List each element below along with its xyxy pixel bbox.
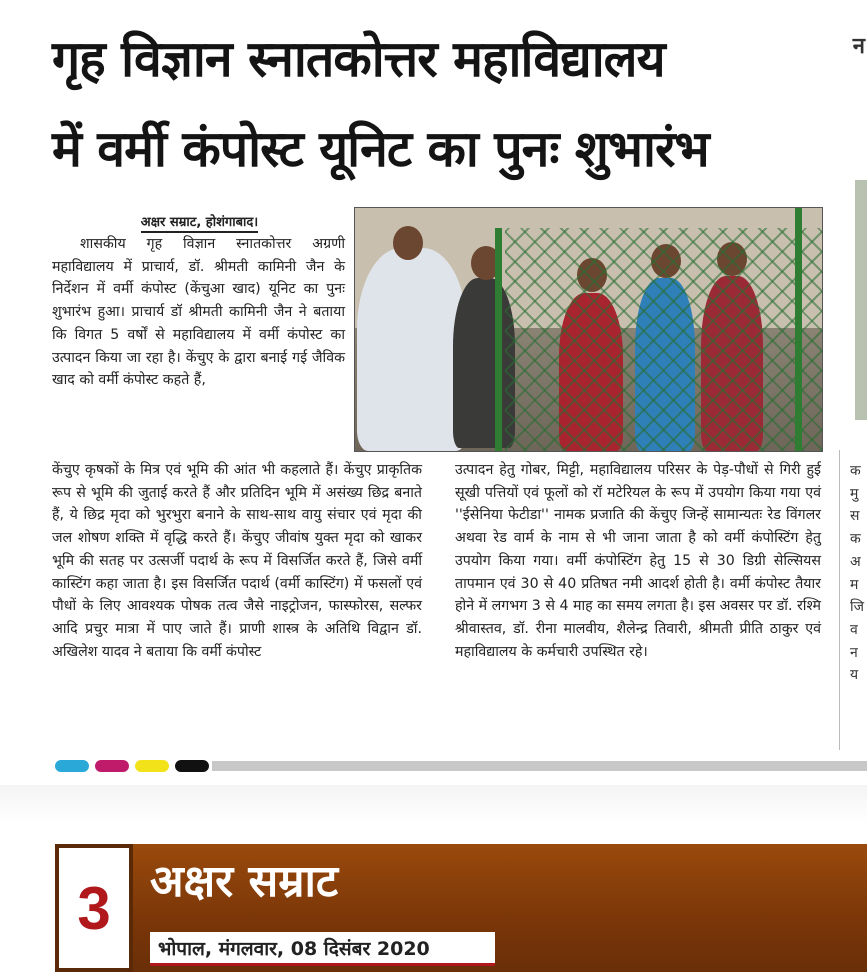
registration-mark-black xyxy=(175,760,209,772)
newspaper-name: अक्षर सम्राट xyxy=(150,856,339,907)
photo-wire-mesh xyxy=(505,228,822,451)
headline-line-2: में वर्मी कंपोस्ट यूनिट का पुनः शुभारंभ xyxy=(52,120,709,178)
article-column-1-bottom: केंचुए कृषकों के मित्र एवं भूमि की आंत भी कहलाते हैं। केंचुए प्राकृतिक रूप से भूमि की जुताई करते हैं और प्रतिदिन भूमि में असंख्य छिद्र बनाते हैं, ये छिद्र मृदा को भुरभुरा बनाने के साथ-साथ वायु संचार एवं मृदा की जल शोषण शक्ति में वृद्धि करते हैं। केंचुए जीवांष युक्त मृदा को खाकर भूमि की सतह पर उत्सर्जी पदार्थ के रूप में विसर्जित करते हैं, जिसे वर्मी कास्टिंग कहा जाता है। इस विसर्जित पदार्थ (वर्मी कास्टिंग) में फसलों एवं पौधों के लिए आवश्यक पोषक तत्व जैसे नाइट्रोजन, फास्फोरस, सल्फर आदि प्रचुर मात्रा में पाए जाते हैं। प्राणी शास्त्र के अतिथि विद्वान डॉ. अखिलेश यादव ने बताया कि वर्मी कंपोस्ट xyxy=(52,462,422,660)
adjacent-fragment: अ xyxy=(850,553,861,570)
byline-text: अक्षर सम्राट, होशंगाबाद। xyxy=(141,215,258,233)
registration-mark-cyan xyxy=(55,760,89,772)
adjacent-edge-char: न xyxy=(852,34,865,59)
dateline: भोपाल, मंगलवार, 08 दिसंबर 2020 xyxy=(150,932,495,966)
byline xyxy=(52,212,347,230)
adjacent-fragment: मु xyxy=(850,485,859,502)
adjacent-fragment: व xyxy=(850,621,858,638)
registration-mark-magenta xyxy=(95,760,129,772)
headline-line-1: गृह विज्ञान स्नातकोत्तर महाविद्यालय xyxy=(52,30,665,88)
article-column-2: उत्पादन हेतु गोबर, मिट्टी, महाविद्यालय परिसर के पेड़-पौधों से गिरी हुई सूखी पत्तियों एवं फूलों को रॉ मटेरियल के रूप में उपयोग किया गया एवं ''ईसेनिया फेटीडा'' नामक प्रजाति की केंचुए जिन्हें सामान्यतः रेड विंगलर अथवा रेड वार्म के नाम से भी जाना जाता है को वर्मी कंपोस्टिंग हेतु उपयोग किया गया। वर्मी कंपोस्टिंग हेतु 15 से 30 डिग्री सेल्सियस तापमान एवं 30 से 40 प्रतिषत नमी आदर्श होती है। वर्मी कंपोस्ट तैयार होने में लगभग 3 से 4 माह का समय लगता है। इस अवसर पर डॉ. रश्मि श्रीवास्तव, डॉ. रीना मालवीय, शैलेन्द्र तिवारी, श्रीमती प्रीति ठाकुर एवं महाविद्यालय के कर्मचारी उपस्थित रहे। xyxy=(455,462,821,660)
article-column-1-top: शासकीय गृह विज्ञान स्नातकोत्तर अग्रणी महाविद्यालय में प्राचार्य, डॉ. श्रीमती कामिनी जैन के निर्देशन में वर्मी कंपोस्ट (केंचुआ खाद) यूनिट का पुनः शुभारंभ हुआ। प्राचार्य डॉ श्रीमती कामिनी जैन ने बताया कि विगत 5 वर्षों से महाविद्यालय में वर्मी कंपोस्ट का उत्पादन किया जा रहा है। केंचुए के द्वारा बनाई गई जैविक खाद को वर्मी कंपोस्ट कहते हैं, xyxy=(52,236,345,389)
photo-pole xyxy=(795,208,802,451)
adjacent-fragment: जि xyxy=(850,599,865,616)
adjacent-fragment: न xyxy=(850,644,858,661)
article-photo xyxy=(354,207,823,452)
adjacent-fragment: क xyxy=(850,531,861,548)
page-fold-shadow xyxy=(0,785,867,825)
adjacent-fragment: य xyxy=(850,667,859,684)
adjacent-photo-edge xyxy=(855,180,867,420)
photo-person-man xyxy=(357,248,467,451)
column-divider xyxy=(839,450,840,750)
adjacent-fragment: म xyxy=(850,576,859,593)
page-number: 3 xyxy=(55,844,133,972)
registration-mark-yellow xyxy=(135,760,169,772)
adjacent-fragment: स xyxy=(850,508,860,525)
adjacent-fragment: क xyxy=(850,463,861,479)
adjacent-column-fragments xyxy=(850,460,867,687)
photo-pole xyxy=(495,228,502,451)
registration-gray-bar xyxy=(212,761,867,771)
photo-head xyxy=(393,226,423,260)
